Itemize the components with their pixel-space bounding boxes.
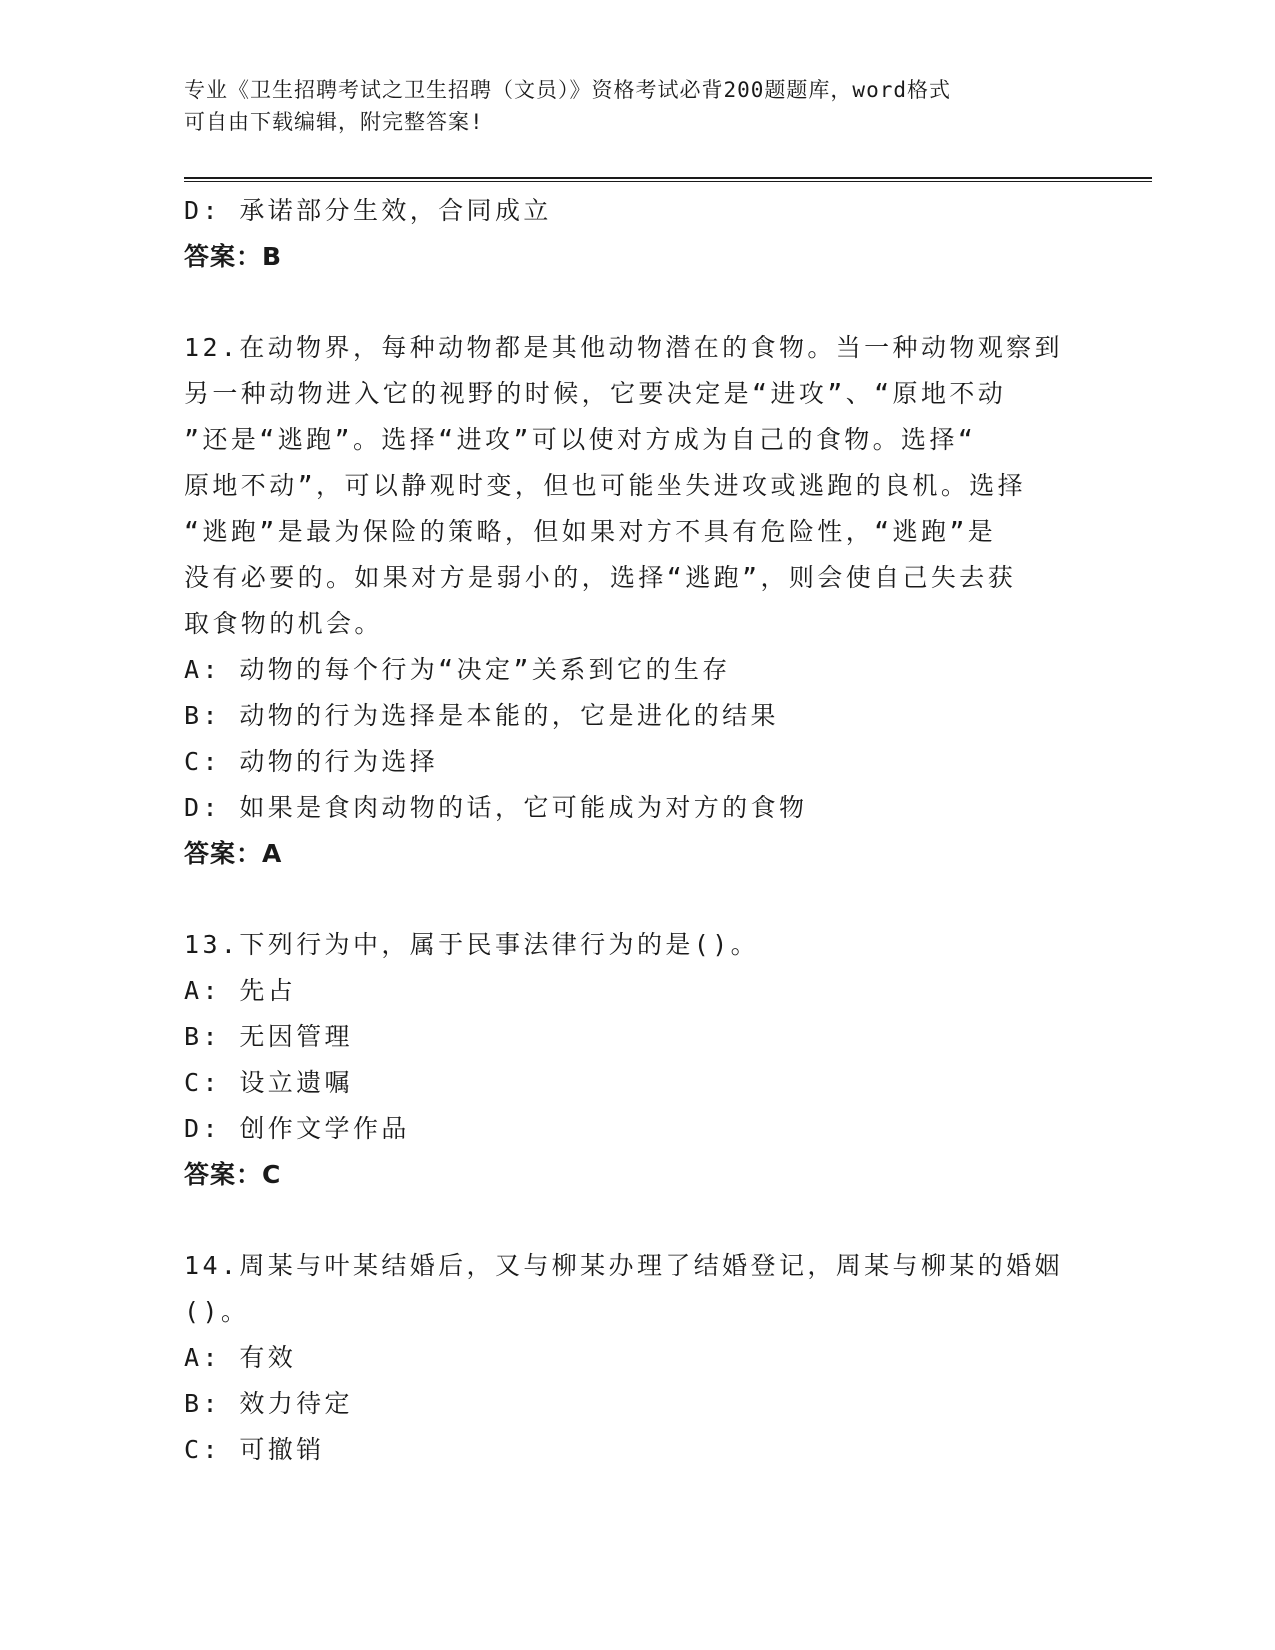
header-line-1: 专业《卫生招聘考试之卫生招聘（文员）》资格考试必背200题题库，word格式 <box>184 78 951 102</box>
option-b: B: 效力待定 <box>184 1389 353 1418</box>
document-header <box>184 74 1064 138</box>
option-c: C: 动物的行为选择 <box>184 747 439 776</box>
header-divider <box>184 177 1152 182</box>
option-c: C: 设立遗嘱 <box>184 1068 353 1097</box>
option-a: A: 有效 <box>184 1343 297 1372</box>
question-stem-line: 没有必要的。如果对方是弱小的，选择“逃跑”，则会使自己失去获 <box>184 563 1017 592</box>
question-14 <box>184 1243 1084 1473</box>
question-stem-line: ()。 <box>184 1297 250 1326</box>
answer-line: 答案：A <box>184 839 283 868</box>
option-a: A: 动物的每个行为“决定”关系到它的生存 <box>184 655 731 684</box>
question-stem-line: 13.下列行为中，属于民事法律行为的是()。 <box>184 930 760 959</box>
question-stem-line: 14.周某与叶某结婚后，又与柳某办理了结婚登记，周某与柳某的婚姻 <box>184 1251 1063 1280</box>
option-b: B: 动物的行为选择是本能的，它是进化的结果 <box>184 701 779 730</box>
option-d: D: 承诺部分生效，合同成立 <box>184 196 552 225</box>
previous-question-tail <box>184 188 1084 280</box>
question-stem-line: 12.在动物界，每种动物都是其他动物潜在的食物。当一种动物观察到 <box>184 333 1063 362</box>
question-stem-line: 取食物的机会。 <box>184 609 383 638</box>
option-a: A: 先占 <box>184 976 297 1005</box>
option-c: C: 可撤销 <box>184 1435 325 1464</box>
header-line-2: 可自由下载编辑，附完整答案! <box>184 110 484 134</box>
answer-line: 答案：C <box>184 1160 282 1189</box>
question-stem-line: ”还是“逃跑”。选择“进攻”可以使对方成为自己的食物。选择“ <box>184 425 977 454</box>
question-12 <box>184 325 1084 877</box>
question-stem-line: 原地不动”，可以静观时变，但也可能坐失进攻或逃跑的良机。选择 <box>184 471 1027 500</box>
question-13 <box>184 922 1084 1198</box>
option-b: B: 无因管理 <box>184 1022 353 1051</box>
answer-line: 答案：B <box>184 242 283 271</box>
question-content <box>184 188 1084 1473</box>
option-d: D: 如果是食肉动物的话，它可能成为对方的食物 <box>184 793 808 822</box>
question-stem-line: “逃跑”是最为保险的策略，但如果对方不具有危险性，“逃跑”是 <box>184 517 997 546</box>
question-stem-line: 另一种动物进入它的视野的时候，它要决定是“进攻”、“原地不动 <box>184 379 1007 408</box>
option-d: D: 创作文学作品 <box>184 1114 410 1143</box>
